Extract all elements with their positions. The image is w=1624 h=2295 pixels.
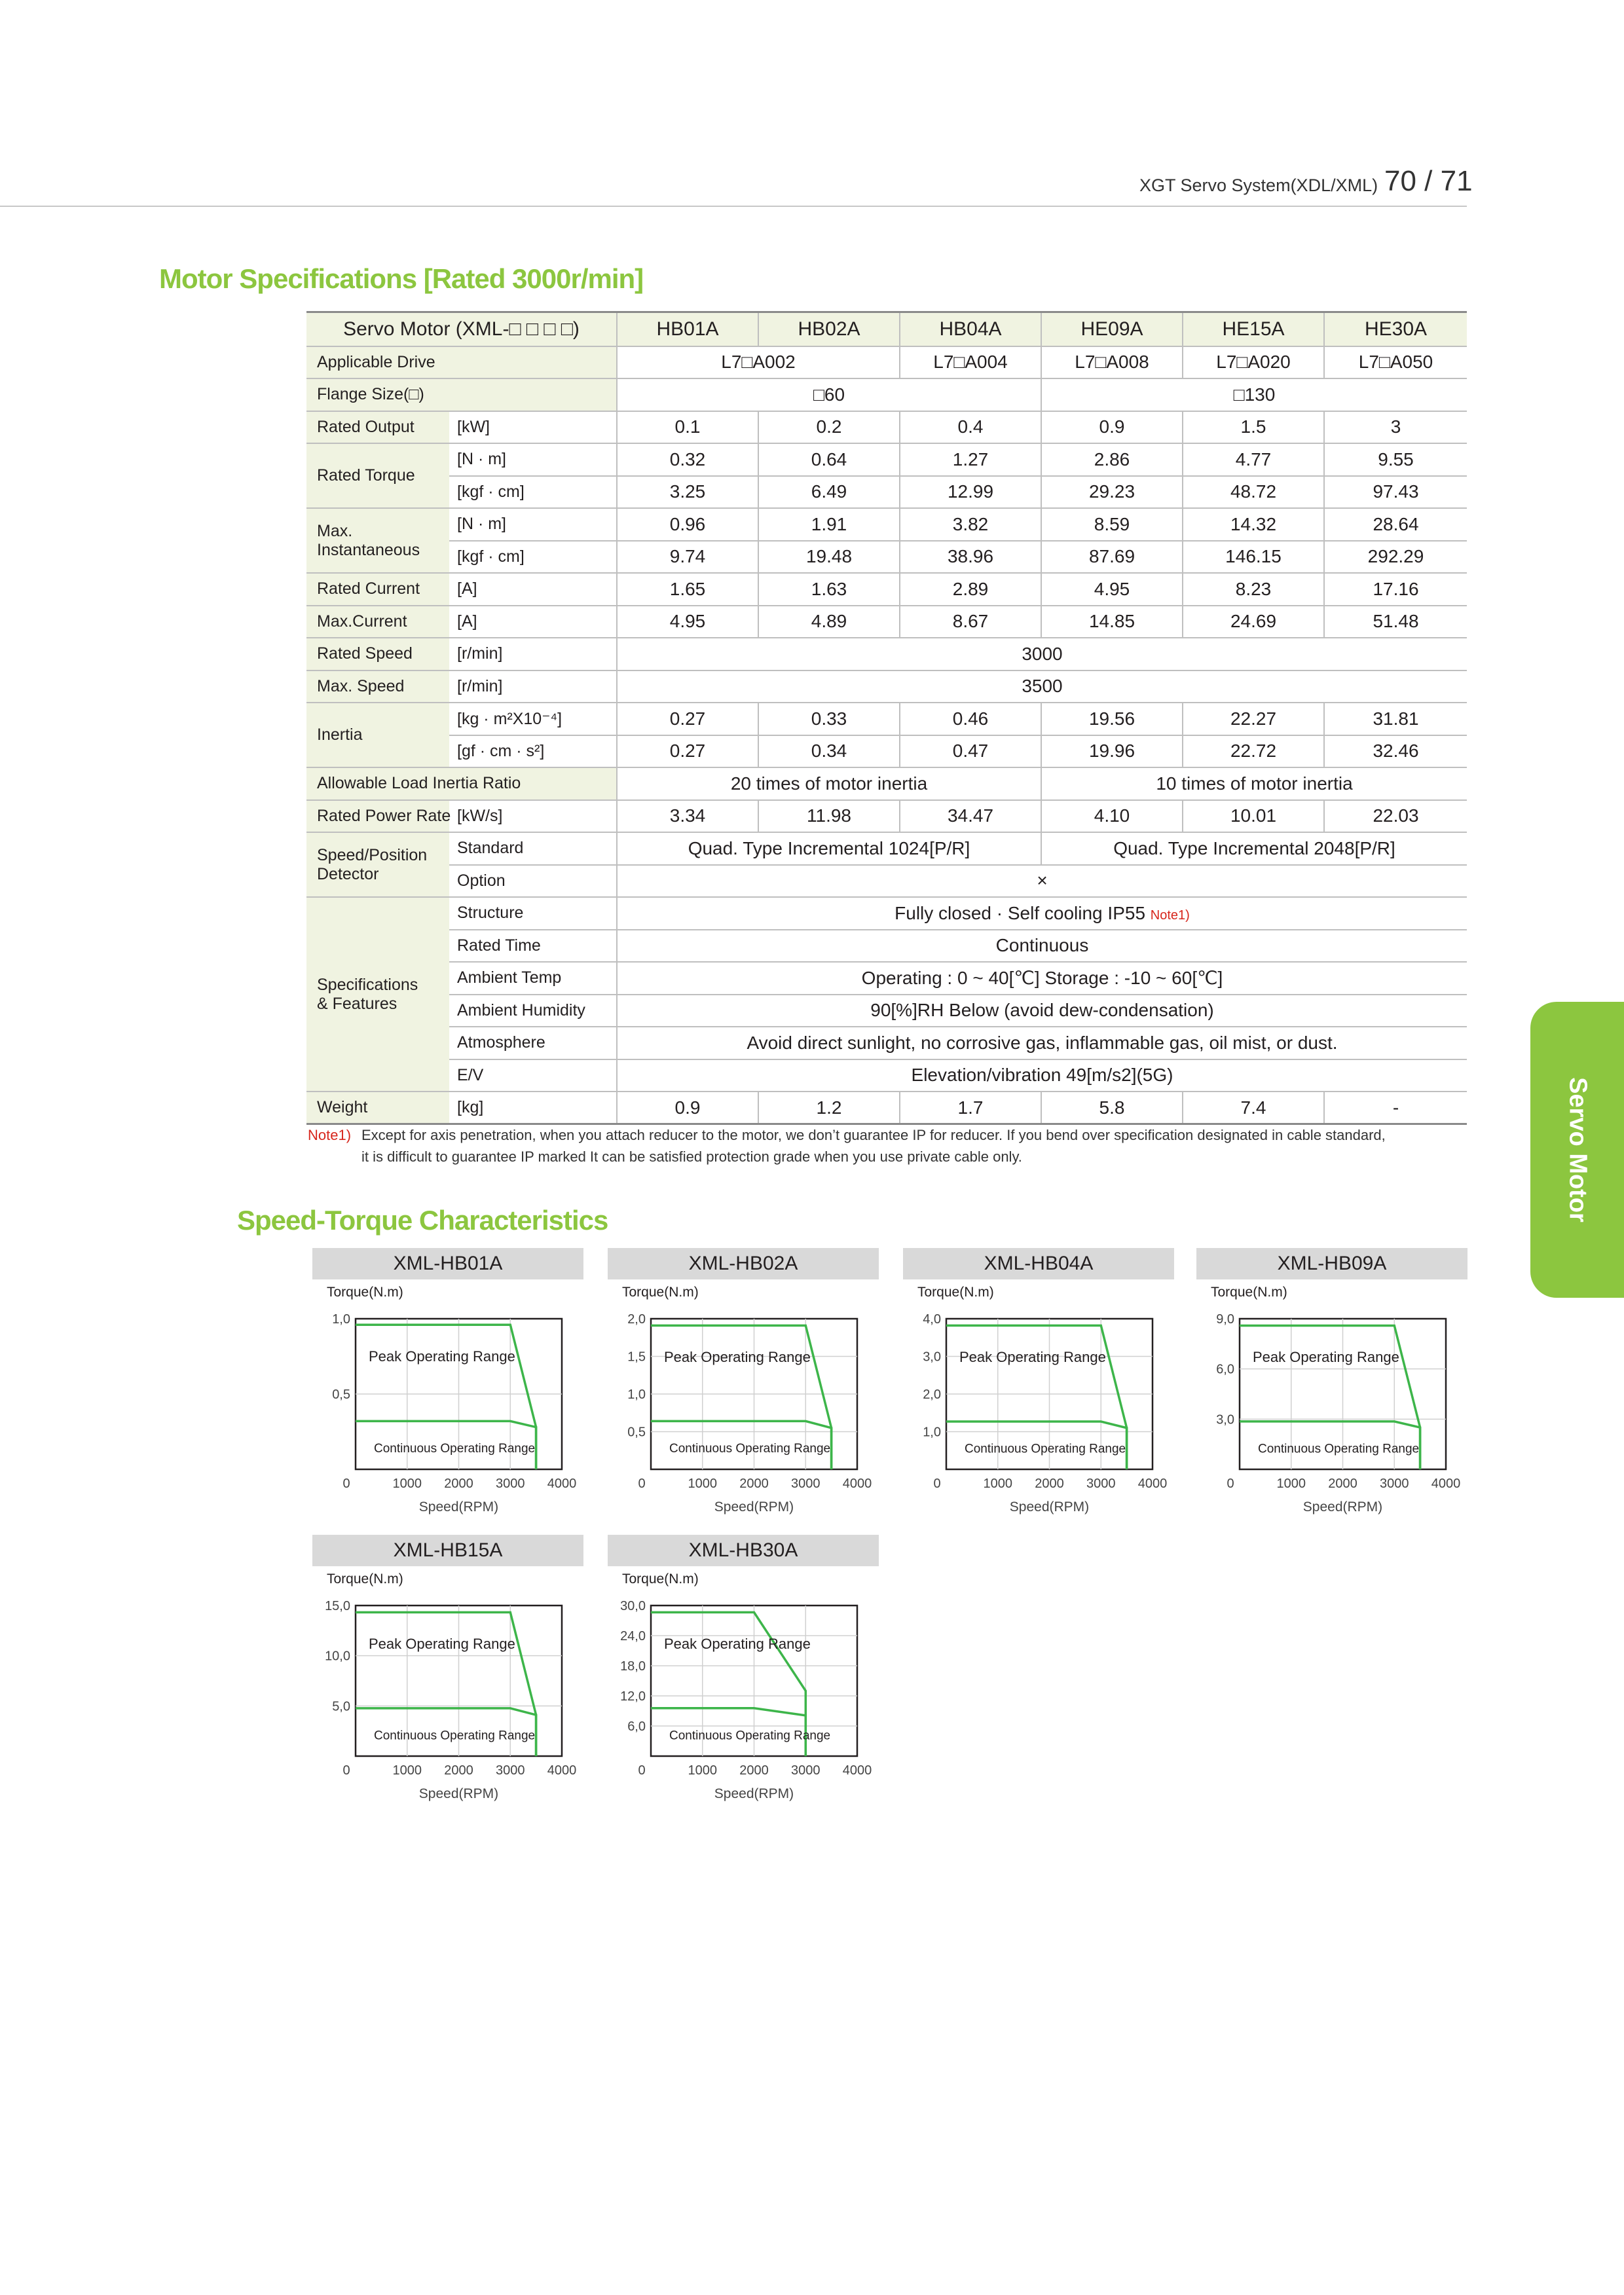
side-tab-label: Servo Motor: [1564, 1077, 1591, 1222]
row-ambient-humidity: [306, 995, 1467, 1027]
chart-hb09a: [1196, 1248, 1467, 1530]
cell: 0.1: [617, 411, 758, 444]
cell: 0.4: [900, 411, 1041, 444]
chart-title: XML-HB04A: [903, 1248, 1174, 1279]
x-tick-label: 2000: [739, 1477, 769, 1491]
unit: [A]: [449, 606, 617, 638]
chart-svg: [903, 1279, 1174, 1530]
cell: 12.99: [900, 476, 1041, 509]
continuous-range-label: Continuous Operating Range: [374, 1729, 536, 1743]
unit: [N · m]: [449, 443, 617, 476]
cell: 5.8: [1041, 1092, 1183, 1124]
footnote-tag: Note1): [308, 1127, 352, 1143]
cell: 31.81: [1324, 703, 1467, 735]
row-label: Allowable Load Inertia Ratio: [306, 767, 617, 800]
footnote-text1: Except for axis penetration, when you attach reducer to the motor, we don’t guarantee IP for reducer. If you bend over specification designated in cable standard,: [361, 1127, 1386, 1143]
chart-hb02a: [608, 1248, 879, 1530]
y-axis-label: Torque(N.m): [917, 1285, 994, 1300]
y-axis-label: Torque(N.m): [622, 1571, 699, 1587]
x-tick-label: 3000: [496, 1763, 525, 1778]
unit: [kgf · cm]: [449, 476, 617, 509]
chart-title: XML-HB15A: [312, 1535, 583, 1566]
cell: 20 times of motor inertia: [617, 767, 1041, 800]
row-label-line1: Specifications: [317, 975, 418, 994]
row-ambient-temp: [306, 962, 1467, 995]
y-tick-label: 1,0: [332, 1312, 350, 1327]
cell: 29.23: [1041, 476, 1183, 509]
unit: [gf · cm · s²]: [449, 735, 617, 768]
footnote-line1: [308, 1124, 1386, 1146]
cell: □130: [1041, 378, 1467, 411]
row-inertia-kgm2: [306, 703, 1467, 735]
cell: 19.56: [1041, 703, 1183, 735]
x-tick-label: 2000: [1328, 1477, 1357, 1491]
unit: [kg]: [449, 1092, 617, 1124]
row-label-line2: Detector: [317, 864, 379, 883]
y-tick-label: 3,0: [923, 1349, 941, 1365]
cell: Quad. Type Incremental 2048[P/R]: [1041, 832, 1467, 865]
cell: 0.32: [617, 443, 758, 476]
cell: 3.82: [900, 508, 1041, 541]
cell: L7□A020: [1183, 346, 1324, 379]
y-tick-label: 6,0: [1216, 1362, 1234, 1377]
y-tick-label: 30,0: [620, 1599, 646, 1613]
cell: 19.48: [758, 541, 900, 574]
y-tick-label: 1,0: [627, 1387, 646, 1402]
section-title-specs: Motor Specifications [Rated 3000r/min]: [159, 263, 644, 294]
unit: Structure: [449, 897, 617, 930]
y-tick-label: 12,0: [620, 1689, 646, 1704]
cell: 4.89: [758, 606, 900, 638]
model-hb01a: HB01A: [617, 312, 758, 346]
cell: 0.2: [758, 411, 900, 444]
row-label: Rated Power Rate: [306, 800, 449, 833]
cell: 0.96: [617, 508, 758, 541]
cell: 9.55: [1324, 443, 1467, 476]
y-tick-label: 6,0: [627, 1719, 646, 1734]
spec-header-row: [306, 312, 1467, 346]
cell: 4.95: [1041, 573, 1183, 606]
y-tick-label: 9,0: [1216, 1312, 1234, 1327]
row-rated-current: [306, 573, 1467, 606]
x-tick-label: 0: [638, 1763, 646, 1778]
row-load-inertia-ratio: [306, 767, 1467, 800]
cell: 0.27: [617, 735, 758, 768]
cell: 1.5: [1183, 411, 1324, 444]
unit: Rated Time: [449, 930, 617, 963]
row-label-line1: Speed/Position: [317, 845, 428, 864]
unit: [r/min]: [449, 670, 617, 703]
cell: Avoid direct sunlight, no corrosive gas, inflammable gas, oil mist, or dust.: [617, 1027, 1467, 1059]
row-ev: [306, 1059, 1467, 1092]
cell: 8.59: [1041, 508, 1183, 541]
cell: 32.46: [1324, 735, 1467, 768]
peak-range-label: Peak Operating Range: [369, 1348, 515, 1365]
cell: Continuous: [617, 930, 1467, 963]
y-tick-label: 2,0: [627, 1312, 646, 1327]
cell: 51.48: [1324, 606, 1467, 638]
cell: -: [1324, 1092, 1467, 1124]
unit: Ambient Temp: [449, 962, 617, 995]
cell: 1.27: [900, 443, 1041, 476]
cell: ×: [617, 865, 1467, 898]
model-hb04a: HB04A: [900, 312, 1041, 346]
peak-range-label: Peak Operating Range: [369, 1636, 515, 1653]
cell: 97.43: [1324, 476, 1467, 509]
row-max-inst-nm: [306, 508, 1467, 541]
cell: 19.96: [1041, 735, 1183, 768]
x-tick-label: 1000: [392, 1763, 422, 1778]
footnote-text2: it is difficult to guarantee IP marked It can be satisfied protection grade when you use private cable only.: [361, 1148, 1022, 1165]
x-tick-label: 0: [342, 1477, 350, 1491]
cell: 0.64: [758, 443, 900, 476]
cell: 22.27: [1183, 703, 1324, 735]
x-tick-label: 2000: [739, 1763, 769, 1778]
cell: 24.69: [1183, 606, 1324, 638]
chart-hb30a: [608, 1535, 879, 1816]
unit: [kgf · cm]: [449, 541, 617, 574]
row-structure: [306, 897, 1467, 930]
x-tick-label: 3000: [1380, 1477, 1409, 1491]
x-tick-label: 1000: [1276, 1477, 1306, 1491]
row-label: Weight: [306, 1092, 449, 1124]
cell: 0.9: [617, 1092, 758, 1124]
y-tick-label: 10,0: [325, 1649, 350, 1664]
chart-title: XML-HB02A: [608, 1248, 879, 1279]
row-label: Max. Speed: [306, 670, 449, 703]
x-tick-label: 0: [638, 1477, 646, 1491]
row-label-line1: Max.: [317, 521, 353, 540]
unit: Atmosphere: [449, 1027, 617, 1059]
row-rated-torque-kgfcm: [306, 476, 1467, 509]
cell: Elevation/vibration 49[m/s2](5G): [617, 1059, 1467, 1092]
side-tab[interactable]: [1530, 1002, 1624, 1298]
x-tick-label: 2000: [444, 1763, 473, 1778]
y-tick-label: 24,0: [620, 1629, 646, 1643]
row-inertia-gfcms2: [306, 735, 1467, 768]
cell: 8.67: [900, 606, 1041, 638]
y-axis-label: Torque(N.m): [327, 1571, 403, 1587]
row-max-current: [306, 606, 1467, 638]
cell: 7.4: [1183, 1092, 1324, 1124]
row-label: Flange Size(□): [306, 378, 617, 411]
unit: Standard: [449, 832, 617, 865]
cell: 38.96: [900, 541, 1041, 574]
row-label: Rated Output: [306, 411, 449, 444]
header-rule: [0, 206, 1467, 207]
cell: 22.72: [1183, 735, 1324, 768]
cell: 10.01: [1183, 800, 1324, 833]
chart-svg: [1196, 1279, 1467, 1530]
chart-title: XML-HB30A: [608, 1535, 879, 1566]
cell: 90[%]RH Below (avoid dew-condensation): [617, 995, 1467, 1027]
y-tick-label: 5,0: [332, 1699, 350, 1714]
row-rated-power-rate: [306, 800, 1467, 833]
cell: 3: [1324, 411, 1467, 444]
cell: 0.9: [1041, 411, 1183, 444]
cell: Operating : 0 ~ 40[℃] Storage : -10 ~ 60[℃]: [617, 962, 1467, 995]
row-label-line2: Instantaneous: [317, 540, 420, 559]
x-tick-label: 4000: [842, 1477, 872, 1491]
row-label: Rated Torque: [306, 443, 449, 508]
x-tick-label: 0: [933, 1477, 941, 1491]
cell: 17.16: [1324, 573, 1467, 606]
header-title: XGT Servo System(XDL/XML): [1139, 175, 1378, 195]
row-atmosphere: [306, 1027, 1467, 1059]
cell: 9.74: [617, 541, 758, 574]
cell: 10 times of motor inertia: [1041, 767, 1467, 800]
note-reference: Note1): [1150, 908, 1190, 923]
row-label: Inertia: [306, 703, 449, 767]
row-label: [306, 897, 449, 1092]
cell: 1.63: [758, 573, 900, 606]
chart-svg: [312, 1279, 583, 1530]
x-tick-label: 3000: [1086, 1477, 1116, 1491]
y-axis-label: Torque(N.m): [622, 1285, 699, 1300]
cell: 0.47: [900, 735, 1041, 768]
x-tick-label: 3000: [496, 1477, 525, 1491]
servo-motor-header: Servo Motor (XML-□ □ □ □): [306, 312, 617, 346]
unit: [N · m]: [449, 508, 617, 541]
row-rated-torque-nm: [306, 443, 1467, 476]
x-tick-label: 4000: [1431, 1477, 1461, 1491]
row-label: Rated Current: [306, 573, 449, 606]
cell: 2.89: [900, 573, 1041, 606]
cell: 14.32: [1183, 508, 1324, 541]
footnote: [308, 1124, 1386, 1167]
cell: 1.91: [758, 508, 900, 541]
y-tick-label: 18,0: [620, 1659, 646, 1674]
x-axis-label: Speed(RPM): [714, 1786, 794, 1801]
cell: Quad. Type Incremental 1024[P/R]: [617, 832, 1041, 865]
continuous-range-label: Continuous Operating Range: [1258, 1442, 1420, 1456]
chart-title: XML-HB09A: [1196, 1248, 1467, 1279]
x-tick-label: 4000: [547, 1763, 577, 1778]
chart-title: XML-HB01A: [312, 1248, 583, 1279]
unit: [kW]: [449, 411, 617, 444]
cell: 8.23: [1183, 573, 1324, 606]
cell: 292.29: [1324, 541, 1467, 574]
cell: 3000: [617, 638, 1467, 670]
x-axis-label: Speed(RPM): [418, 1786, 499, 1801]
continuous-range-label: Continuous Operating Range: [965, 1442, 1126, 1456]
x-axis-label: Speed(RPM): [714, 1499, 794, 1515]
x-tick-label: 1000: [688, 1763, 717, 1778]
cell: 4.77: [1183, 443, 1324, 476]
x-tick-label: 3000: [791, 1477, 821, 1491]
row-label: Rated Speed: [306, 638, 449, 670]
cell: 14.85: [1041, 606, 1183, 638]
continuous-range-label: Continuous Operating Range: [374, 1442, 536, 1456]
unit: Ambient Humidity: [449, 995, 617, 1027]
x-axis-label: Speed(RPM): [418, 1499, 499, 1515]
continuous-range-label: Continuous Operating Range: [669, 1442, 831, 1456]
cell: 3.25: [617, 476, 758, 509]
cell: 1.65: [617, 573, 758, 606]
y-tick-label: 4,0: [923, 1312, 941, 1327]
y-tick-label: 2,0: [923, 1387, 941, 1402]
y-tick-label: 15,0: [325, 1599, 350, 1613]
row-rated-time: [306, 930, 1467, 963]
x-tick-label: 1000: [983, 1477, 1012, 1491]
chart-hb04a: [903, 1248, 1174, 1530]
cell-text: Fully closed · Self cooling IP55: [895, 902, 1146, 923]
unit: Option: [449, 865, 617, 898]
cell: 146.15: [1183, 541, 1324, 574]
row-rated-output: [306, 411, 1467, 444]
x-tick-label: 1000: [688, 1477, 717, 1491]
peak-range-label: Peak Operating Range: [664, 1636, 811, 1653]
cell: 22.03: [1324, 800, 1467, 833]
y-tick-label: 3,0: [1216, 1412, 1234, 1427]
row-label: [306, 832, 449, 897]
cell: L7□A002: [617, 346, 900, 379]
cell: 1.2: [758, 1092, 900, 1124]
row-rated-speed: [306, 638, 1467, 670]
y-tick-label: 1,0: [923, 1425, 941, 1440]
row-detector-option: [306, 865, 1467, 898]
cell: 0.27: [617, 703, 758, 735]
row-max-speed: [306, 670, 1467, 703]
x-tick-label: 0: [342, 1763, 350, 1778]
cell: 1.7: [900, 1092, 1041, 1124]
cell: L7□A050: [1324, 346, 1467, 379]
chart-hb01a: [312, 1248, 583, 1530]
peak-range-label: Peak Operating Range: [1253, 1349, 1399, 1366]
x-tick-label: 2000: [444, 1477, 473, 1491]
cell: 2.86: [1041, 443, 1183, 476]
row-flange-size: [306, 378, 1467, 411]
cell: 4.10: [1041, 800, 1183, 833]
chart-hb15a: [312, 1535, 583, 1816]
cell: 34.47: [900, 800, 1041, 833]
cell: [617, 897, 1467, 930]
chart-svg: [608, 1566, 879, 1816]
model-hb02a: HB02A: [758, 312, 900, 346]
cell: 28.64: [1324, 508, 1467, 541]
y-tick-label: 0,5: [627, 1425, 646, 1440]
unit: [A]: [449, 573, 617, 606]
cell: 3.34: [617, 800, 758, 833]
x-tick-label: 2000: [1035, 1477, 1064, 1491]
unit: E/V: [449, 1059, 617, 1092]
continuous-range-label: Continuous Operating Range: [669, 1729, 831, 1743]
cell: 11.98: [758, 800, 900, 833]
row-label: Max.Current: [306, 606, 449, 638]
cell: L7□A008: [1041, 346, 1183, 379]
cell: 3500: [617, 670, 1467, 703]
row-label: [306, 508, 449, 573]
cell: L7□A004: [900, 346, 1041, 379]
x-tick-label: 1000: [392, 1477, 422, 1491]
spec-table: [306, 311, 1467, 1125]
model-he30a: HE30A: [1324, 312, 1467, 346]
x-axis-label: Speed(RPM): [1009, 1499, 1090, 1515]
chart-svg: [312, 1566, 583, 1816]
model-he15a: HE15A: [1183, 312, 1324, 346]
row-label-line2: & Features: [317, 994, 397, 1013]
row-label: Applicable Drive: [306, 346, 617, 379]
x-axis-label: Speed(RPM): [1302, 1499, 1383, 1515]
peak-range-label: Peak Operating Range: [959, 1349, 1106, 1366]
y-tick-label: 1,5: [627, 1349, 646, 1365]
cell: □60: [617, 378, 1041, 411]
cell: 0.34: [758, 735, 900, 768]
unit: [kg · m²X10⁻⁴]: [449, 703, 617, 735]
cell: 87.69: [1041, 541, 1183, 574]
x-tick-label: 0: [1227, 1477, 1234, 1491]
cell: 0.33: [758, 703, 900, 735]
cell: 4.95: [617, 606, 758, 638]
chart-svg: [608, 1279, 879, 1530]
section-title-speed-torque: Speed-Torque Characteristics: [237, 1205, 608, 1236]
page-number: 70 / 71: [1384, 165, 1473, 197]
unit: [kW/s]: [449, 800, 617, 833]
x-tick-label: 4000: [842, 1763, 872, 1778]
cell: 6.49: [758, 476, 900, 509]
row-detector-standard: [306, 832, 1467, 865]
model-he09a: HE09A: [1041, 312, 1183, 346]
y-tick-label: 0,5: [332, 1387, 350, 1402]
unit: [r/min]: [449, 638, 617, 670]
y-axis-label: Torque(N.m): [327, 1285, 403, 1300]
x-tick-label: 4000: [547, 1477, 577, 1491]
x-tick-label: 4000: [1137, 1477, 1168, 1491]
x-tick-label: 3000: [791, 1763, 821, 1778]
cell: 0.46: [900, 703, 1041, 735]
row-weight: [306, 1092, 1467, 1124]
cell: 48.72: [1183, 476, 1324, 509]
peak-range-label: Peak Operating Range: [664, 1348, 811, 1365]
row-max-inst-kgfcm: [306, 541, 1467, 574]
row-applicable-drive: [306, 346, 1467, 379]
y-axis-label: Torque(N.m): [1211, 1285, 1287, 1300]
